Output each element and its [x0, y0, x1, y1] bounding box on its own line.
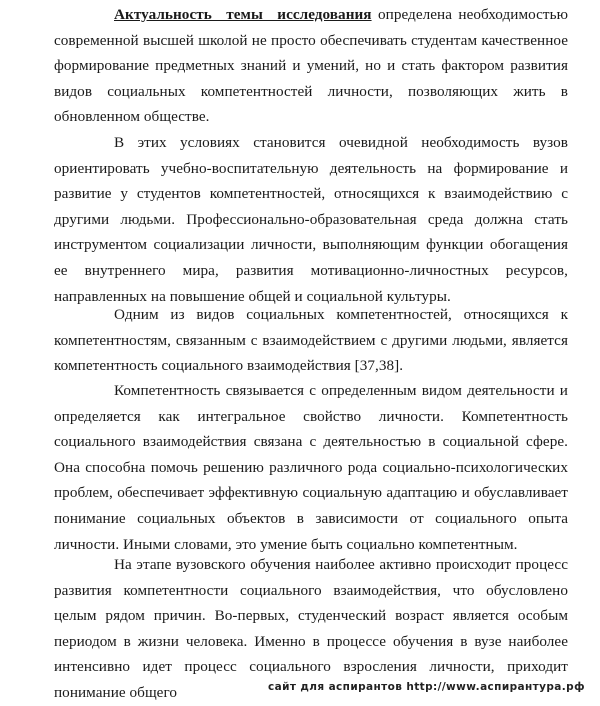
site-watermark: сайт для аспирантов http://www.аспирантура.рф — [268, 681, 585, 693]
paragraph-relevance — [54, 2, 568, 130]
paragraph-conditions: В этих условиях становится очевидной необходимость вузов ориентировать учебно-воспитательную деятельность на формирование и развитие у студентов компетентностей, относящихся к взаимодействию с другими людьми. Профессионально-образовательная среда должна стать инструментом социализации личности, выполняющим функции обогащения ее внутреннего мира, развития мотивационно-личностных ресурсов, направленных на повышение общей и социальной культуры. — [54, 134, 568, 305]
paragraph-competence-types: Одним из видов социальных компетентностей, относящихся к компетентностям, связанным с взаимодействием с другими людьми, является компетентность социального взаимодействия [37,38]. — [54, 306, 568, 375]
paragraph-text: определена необходимостью современной высшей школой не просто обеспечивать студентам качественное формирование предметных знаний и умений, но и стать фактором развития видов социальных компетентностей личности, позволяющих жить в обновленном обществе. — [54, 6, 568, 126]
section-lead-heading: Актуальность темы исследования — [114, 6, 372, 23]
paragraph-competence-definition: Компетентность связывается с определенным видом деятельности и определяется как интегральное свойство личности. Компетентность социального взаимодействия связана с деятельностью в социальной сфере. Она способна помочь решению различного рода социально-психологических проблем, обеспечивает эффективную социальную адаптацию и обуславливает понимание социальных объектов в зависимости от социального опыта личности. Иными словами, это умение быть социально компетентным. — [54, 382, 568, 553]
paragraph-university-stage: На этапе вузовского обучения наиболее активно происходит процесс развития компетентности социального взаимодействия, что обусловлено целым рядом причин. Во-первых, студенческий возраст является особым периодом в жизни человека. Именно в процессе обучения в вузе наиболее интенсивно идет процесс социального взросления личности, приходит понимание общего — [54, 556, 568, 701]
